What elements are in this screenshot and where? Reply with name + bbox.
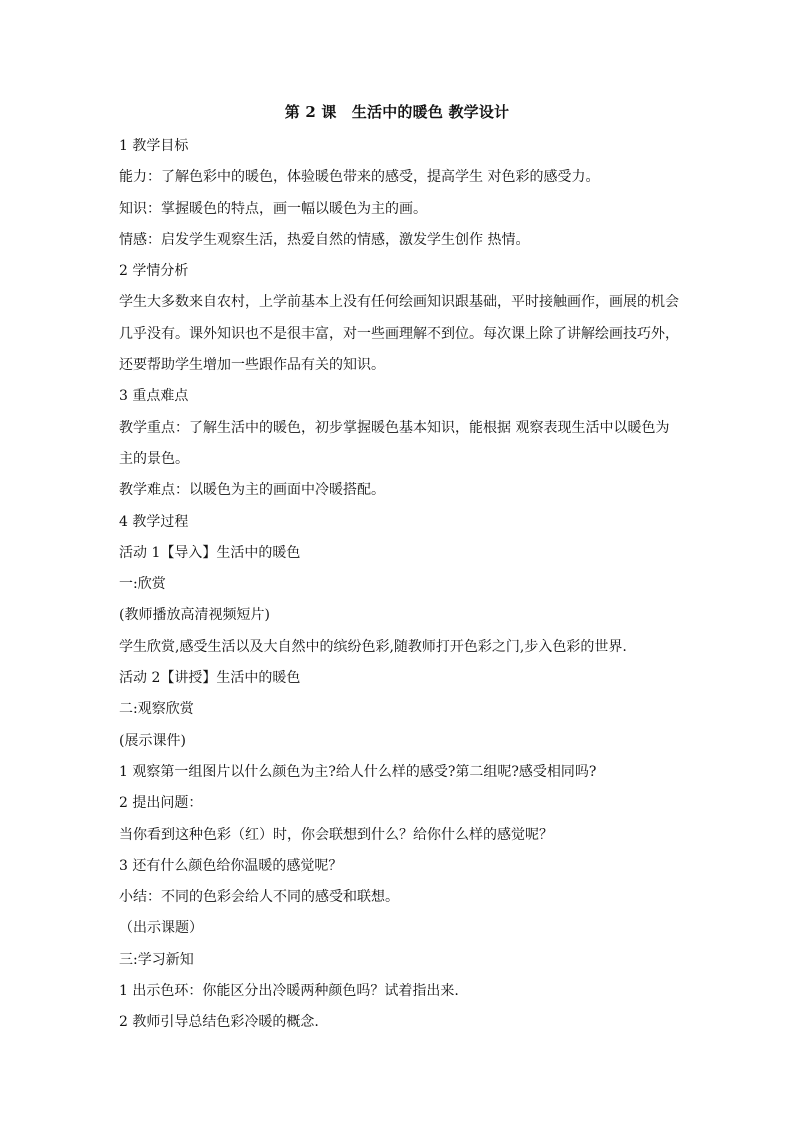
- text-line: 能力：了解色彩中的暖色，体验暖色带来的感受，提高学生 对色彩的感受力。: [119, 169, 600, 186]
- text-line: 教学重点：了解生活中的暖色，初步掌握暖色基本知识，能根据 观察表现生活中以暖色为: [119, 419, 670, 436]
- text-line: 活动 2【讲授】生活中的暖色: [119, 670, 301, 687]
- text-line: （出示课题）: [119, 920, 203, 937]
- text-line: 2 提出问题：: [119, 795, 203, 812]
- text-line: 当你看到这种色彩（红）时，你会联想到什么？给你什么样的感觉呢？: [119, 826, 553, 843]
- text-line: 小结：不同的色彩会给人不同的感受和联想。: [119, 889, 399, 906]
- text-line: 2 学情分析: [119, 263, 189, 280]
- text-line: 教学难点：以暖色为主的画面中冷暖搭配。: [119, 482, 385, 499]
- text-line: 还要帮助学生增加一些跟作品有关的知识。: [119, 357, 385, 374]
- text-line: 二:观察欣赏: [119, 701, 194, 718]
- text-line: (展示课件): [119, 732, 186, 749]
- document-body: [119, 131, 679, 1039]
- text-line: 三:学习新知: [119, 951, 194, 968]
- text-line: 1 教学目标: [119, 138, 189, 154]
- text-line: 主的景色。: [119, 450, 189, 467]
- text-line: 几乎没有。课外知识也不是很丰富，对一些画理解不到位。每次课上除了讲解绘画技巧外，: [119, 325, 679, 342]
- text-line: 学生欣赏,感受生活以及大自然中的缤纷色彩,随教师打开色彩之门,步入色彩的世界.: [119, 638, 627, 655]
- text-line: (教师播放高清视频短片): [119, 607, 270, 624]
- text-line: 1 观察第一组图片以什么颜色为主?给人什么样的感受?第二组呢?感受相同吗?: [119, 763, 597, 780]
- text-line: 学生大多数来自农村，上学前基本上没有任何绘画知识跟基础，平时接触画作，画展的机会: [119, 294, 679, 311]
- text-line: 3 重点难点: [119, 388, 189, 405]
- text-line: 活动 1【导入】生活中的暖色: [119, 544, 301, 561]
- text-line: 1 出示色环：你能区分出冷暖两种颜色吗？试着指出来.: [119, 983, 459, 1000]
- text-line: 一:欣赏: [119, 576, 166, 593]
- document-title: 第 2 课 生活中的暖色 教学设计: [284, 103, 510, 121]
- text-line: 情感：启发学生观察生活，热爱自然的情感，激发学生创作 热情。: [119, 231, 530, 248]
- text-line: 2 教师引导总结色彩冷暖的概念.: [119, 1014, 319, 1031]
- text-line: 4 教学过程: [119, 513, 189, 530]
- text-line: 3 还有什么颜色给你温暖的感觉呢？: [119, 857, 343, 874]
- text-line: 知识：掌握暖色的特点，画一幅以暖色为主的画。: [119, 200, 427, 217]
